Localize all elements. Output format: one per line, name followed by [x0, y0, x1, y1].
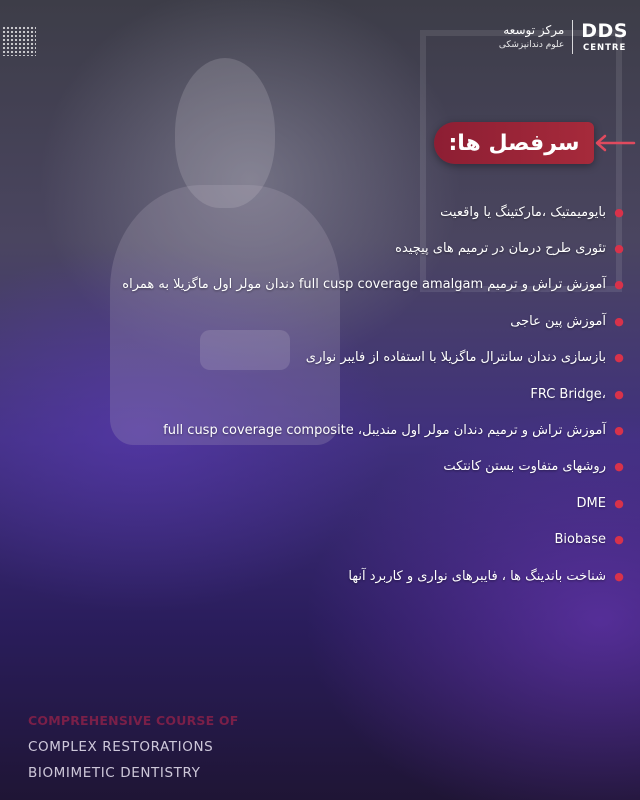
topic-text: تئوری طرح درمان در ترمیم های پیچیده [395, 241, 606, 257]
list-item [30, 303, 624, 339]
bullet-icon: ● [614, 242, 624, 256]
list-item [30, 230, 624, 266]
topic-text: آموزش تراش و ترمیم دندان مولر اول مندیبل، full cusp coverage composite [163, 423, 606, 439]
bullet-icon: ● [614, 387, 624, 401]
list-item [30, 449, 624, 485]
list-item [30, 522, 624, 558]
course-footer [28, 708, 238, 786]
topic-text: بایومیمتیک ،مارکتینگ یا واقعیت [440, 204, 606, 220]
list-item [30, 412, 624, 448]
topic-text: FRC Bridge، [530, 386, 606, 402]
brand-line2: علوم دندانپزشکی [498, 40, 565, 50]
topic-text: بازسازی دندان سانترال ماگزیلا با استفاده از فایبر نواری [305, 350, 606, 366]
footer-line-1: COMPREHENSIVE COURSE OF [28, 713, 239, 728]
bullet-icon: ● [614, 278, 624, 292]
bullet-icon: ● [614, 569, 624, 583]
brand-mark [581, 19, 628, 53]
brand-divider [572, 20, 573, 54]
brand-logo [499, 20, 628, 54]
list-item [30, 376, 624, 412]
dot-grid-decoration [2, 26, 36, 56]
list-item [30, 194, 624, 230]
list-item [30, 340, 624, 376]
brand-text [499, 22, 564, 52]
topic-text: آموزش تراش و ترمیم full cusp coverage amalgam دندان مولر اول ماگزیلا به همراه [122, 277, 606, 293]
arrow-left-icon [594, 133, 636, 153]
footer-line-2: COMPLEX RESTORATIONS [28, 739, 214, 755]
topic-text: Biobase [554, 532, 606, 548]
section-title: سرفصل ها: [434, 122, 594, 164]
bullet-icon: ● [614, 314, 624, 328]
bullet-icon: ● [614, 205, 624, 219]
topics-list [30, 194, 624, 594]
list-item [30, 558, 624, 594]
bullet-icon: ● [614, 460, 624, 474]
brand-mark-centre: CENTRE [582, 42, 627, 53]
bullet-icon: ● [614, 424, 624, 438]
footer-line-3: BIOMIMETIC DENTISTRY [28, 765, 201, 781]
topic-text: آموزش پین عاجی [510, 313, 606, 329]
brand-line1: مرکز توسعه [503, 23, 565, 37]
topic-text: روشهای متفاوت بستن کانتکت [443, 459, 606, 475]
list-item [30, 485, 624, 521]
background-dentist-head [175, 58, 275, 208]
bullet-icon: ● [614, 351, 624, 365]
bullet-icon: ● [614, 533, 624, 547]
topic-text: شناخت باندینگ ها ، فایبرهای نواری و کاربرد آنها [348, 568, 606, 584]
brand-mark-dds: DDS [581, 19, 628, 42]
list-item [30, 267, 624, 303]
topic-text: DME [576, 495, 606, 511]
bullet-icon: ● [614, 496, 624, 510]
